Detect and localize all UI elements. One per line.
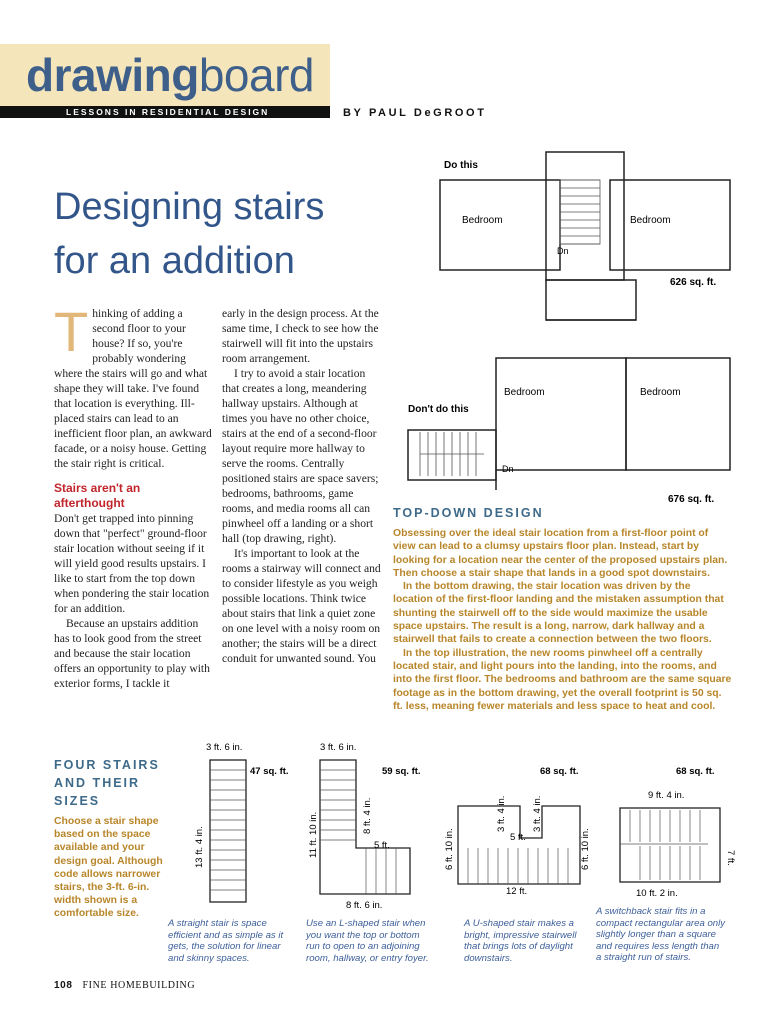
u-right-height: 6 ft. 10 in. xyxy=(580,828,591,870)
straight-width: 3 ft. 6 in. xyxy=(206,742,243,753)
title-line-2: for an addition xyxy=(54,240,295,282)
top-plan-label: Do this xyxy=(444,160,478,171)
logo-bold: drawing xyxy=(26,49,199,101)
straight-length: 13 ft. 4 in. xyxy=(194,826,205,868)
bottom-plan-label: Don't do this xyxy=(408,404,469,415)
byline: BY PAUL DeGROOT xyxy=(343,107,487,119)
top-bedroom-left: Bedroom xyxy=(462,215,503,226)
paragraph-3: Because an upstairs addition has to look good from the street and because the stair location offers an opportunity to play with exterior forms, I tackle it xyxy=(54,617,210,690)
bottom-dn: Dn xyxy=(502,464,514,474)
bottom-area: 676 sq. ft. xyxy=(668,494,715,505)
switchback-area: 68 sq. ft. xyxy=(676,766,715,777)
bottom-bedroom-left-room xyxy=(496,358,626,470)
bottom-bedroom-left: Bedroom xyxy=(504,387,545,398)
l-width: 3 ft. 6 in. xyxy=(320,742,357,753)
intro-text: hinking of adding a second floor to your house? If so, you're probably wondering where the stairs will go and what shape they will take. I've found that location is everything. Ill-placed stairs can lead to an inefficient floor plan, an awkward facade, or a noisy house. Getting the stair right is critical. xyxy=(54,307,212,470)
publication-name: FINE HOMEBUILDING xyxy=(82,980,196,991)
l-long-leg: 11 ft. 10 in. xyxy=(308,811,319,858)
top-bath xyxy=(546,280,636,320)
caption-switchback: A switchback stair fits in a compact rectangular area only slightly longer than a square and requires less length than a straight run of stairs. xyxy=(596,906,726,963)
top-dn: Dn xyxy=(557,246,569,256)
bottom-bedroom-right-room xyxy=(626,358,730,470)
top-area: 626 sq. ft. xyxy=(670,277,717,288)
four-stairs-text: Choose a stair shape based on the space available and your design goal. Although code allows narrower stairs, the 3-ft. 6-in. width shown is a comfortable size. xyxy=(54,816,163,920)
top-down-p3: In the top illustration, the new rooms pinwheel off a centrally located stair, and light pours into the landing, into the rooms, and into the first floor. The bedrooms and bathroom are the same square footage as in the bottom drawing, yet the overall footprint is 50 sq. ft. less, meaning fewer materials and less space to heat and cool. xyxy=(393,647,732,712)
straight-area: 47 sq. ft. xyxy=(250,766,289,777)
paragraph-2: Don't get trapped into pinning down that "perfect" ground-floor stair location without seeing if it will yield good results upstairs. I like to start from the top down when pondering the stair location for an addition. xyxy=(54,512,210,615)
kicker-text: LESSONS IN RESIDENTIAL DESIGN xyxy=(66,107,270,117)
four-stairs-heading-3: SIZES xyxy=(54,794,101,808)
u-right-upper: 3 ft. 4 in. xyxy=(532,795,543,832)
subhead: Stairs aren't an afterthought xyxy=(54,481,141,510)
four-stairs-heading-2: AND THEIR xyxy=(54,776,141,790)
u-area: 68 sq. ft. xyxy=(540,766,579,777)
switchback-top-width: 9 ft. 4 in. xyxy=(648,790,685,801)
l-area: 59 sq. ft. xyxy=(382,766,421,777)
caption-straight: A straight stair is space efficient and as simple as it gets, the solution for linear and skinny spaces. xyxy=(168,918,284,964)
paragraph-4: early in the design process. At the same time, I check to see how the stairwell will fit into the upstairs room arrangement. xyxy=(222,307,379,365)
stair-diagrams xyxy=(170,738,750,918)
intro-paragraph xyxy=(54,300,214,471)
top-down-heading: TOP-DOWN DESIGN xyxy=(393,506,544,520)
top-down-p2: In the bottom drawing, the stair location was driven by the location of the first-floor landing and the mistaken assumption that shunting the stairwell off to the side would maximize the usable space upstairs. The result is a long, narrow, dark hallway and a stairwell that fails to create a connection between the two floors. xyxy=(393,581,724,646)
u-left-upper: 3 ft. 4 in. xyxy=(496,795,507,832)
u-left-height: 6 ft. 10 in. xyxy=(444,828,455,870)
top-bedroom-right: Bedroom xyxy=(630,215,671,226)
title-line-1: Designing stairs xyxy=(54,186,325,228)
l-landing: 5 ft. xyxy=(374,840,390,851)
logo-light: board xyxy=(198,49,314,101)
page-number: 108 xyxy=(54,980,73,991)
four-stairs-heading-1: FOUR STAIRS xyxy=(54,758,160,772)
footer xyxy=(54,980,195,991)
four-stairs-heading xyxy=(54,756,174,810)
paragraph-5: I try to avoid a stair location that creates a long, meandering hallway upstairs. Although at times you have no other choice, stairs at the end of a second-floor layout require more hallway to serve the rooms. Centrally positioned stairs are space savers; bedrooms, bathrooms, game rooms, and media rooms all can pinwheel off a landing or a short hall (top drawing, right). xyxy=(222,367,379,545)
switchback-height: 7 ft. xyxy=(725,850,736,866)
body-column-2 xyxy=(222,306,382,666)
u-stair xyxy=(458,806,580,884)
article-title xyxy=(54,180,374,288)
u-overall: 12 ft. xyxy=(506,886,528,897)
logo xyxy=(26,46,314,104)
top-down-text xyxy=(393,527,733,713)
body-column-1 xyxy=(54,300,214,691)
caption-u-shaped: A U-shaped stair makes a bright, impressive stairwell that brings lots of daylight downstairs. xyxy=(464,918,577,964)
drop-cap: T xyxy=(54,300,89,363)
floor-plans xyxy=(400,150,740,510)
l-short-leg: 8 ft. 4 in. xyxy=(362,797,373,834)
caption-l-shaped: Use an L-shaped stair when you want the top or bottom run to open to an adjoining room, hallway, or entry foyer. xyxy=(306,918,429,964)
top-down-p1: Obsessing over the ideal stair location from a first-floor point of view can lead to a clumsy upstairs floor plan. Instead, start by looking for a location near the center of the proposed upstairs plan. Then choose a stair shape that lands in a good spot downstairs. xyxy=(393,528,728,579)
top-stair-core xyxy=(546,152,624,280)
straight-stair xyxy=(210,760,246,902)
paragraph-6: It's important to look at the rooms a stairway will connect and to consider lifestyle as you weigh possible locations. Think twice about stairs that link a quiet zone on one level with a noisy room on another; the stairs will be a direct conduit for unwanted sound. You xyxy=(222,547,381,665)
u-gap: 5 ft. xyxy=(510,832,526,843)
switchback-bottom-width: 10 ft. 2 in. xyxy=(636,888,678,899)
l-overall: 8 ft. 6 in. xyxy=(346,900,383,911)
bottom-bedroom-right: Bedroom xyxy=(640,387,681,398)
